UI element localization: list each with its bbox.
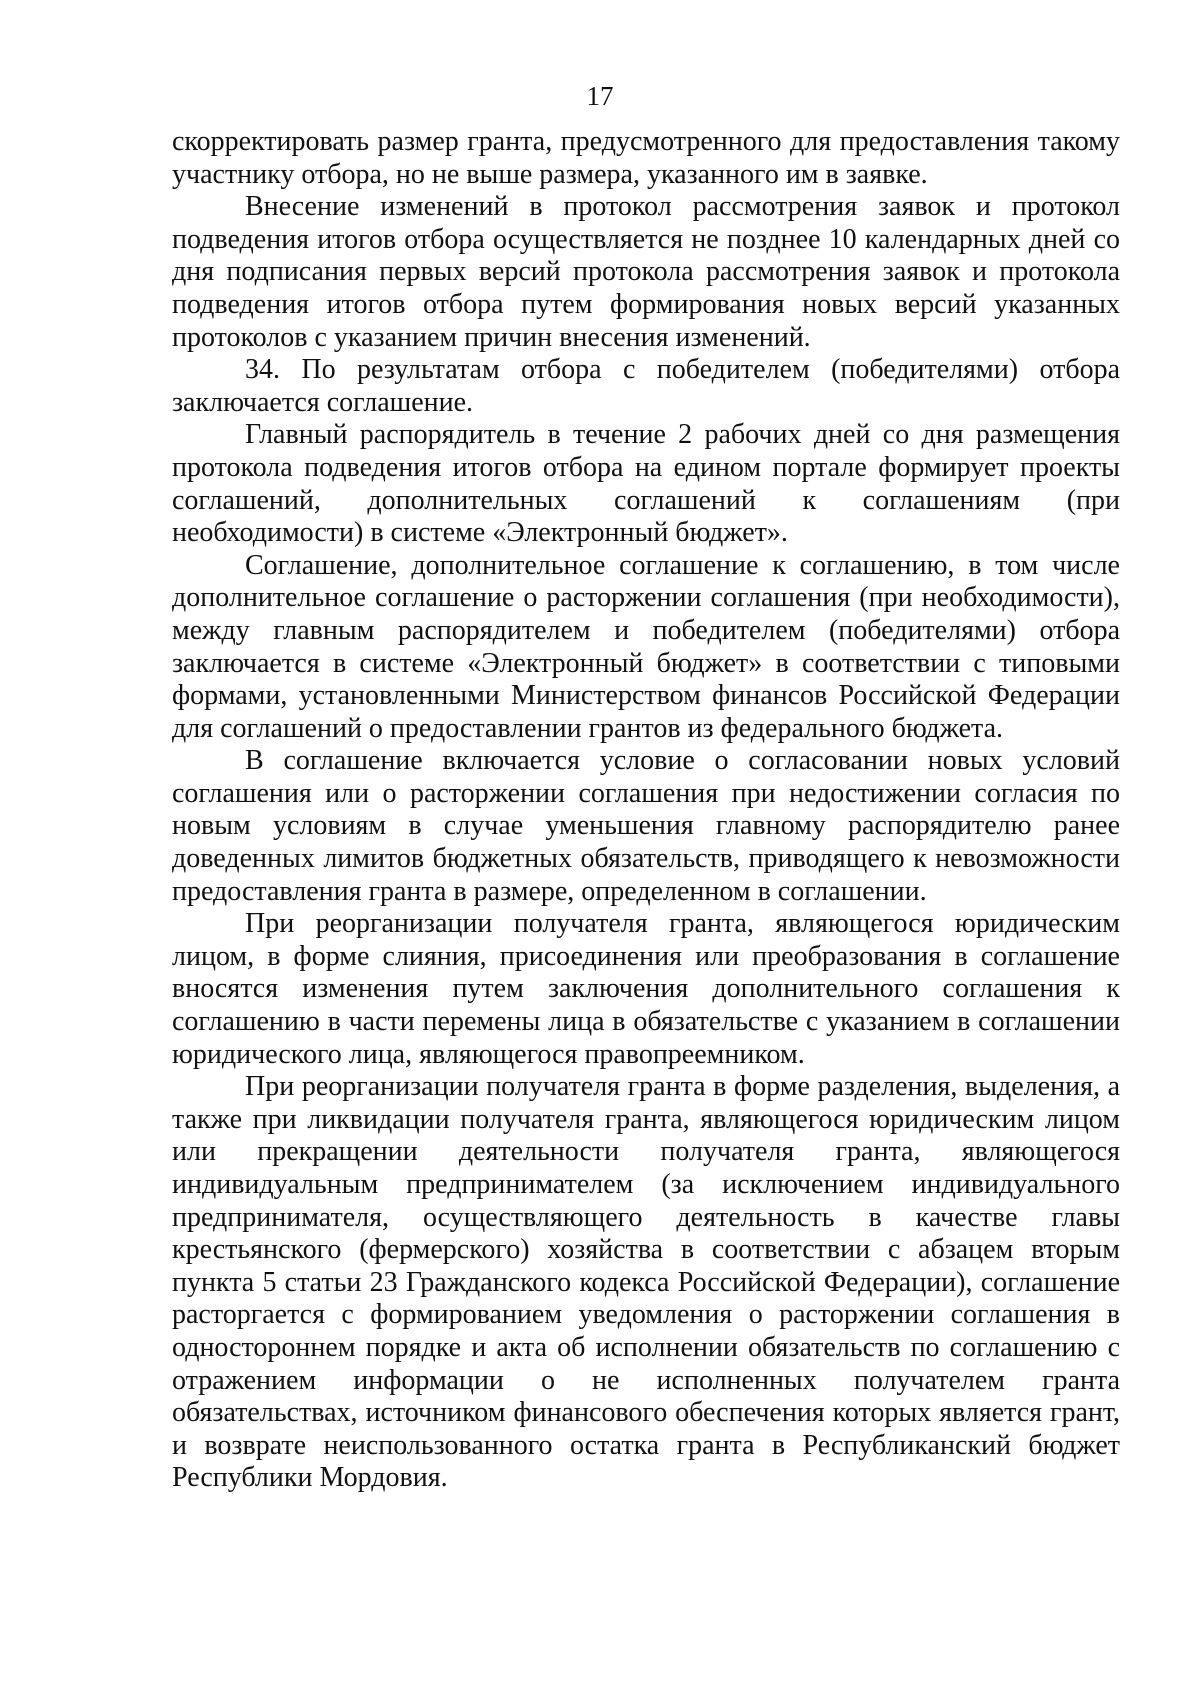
paragraph-6: В соглашение включается условие о согласовании новых условий соглашения или о расторжении соглашения при недостижении согласия по новым условиям в случае уменьшения главному распорядителю ранее доведенных лимитов бюджетных обязательств, приводящего к невозможности предоставления гранта в размере, определенном в соглашении. <box>172 745 1120 907</box>
page-number: 17 <box>586 81 614 111</box>
paragraph-5: Соглашение, дополнительное соглашение к соглашению, в том числе дополнительное соглашение о расторжении соглашения (при необходимости), между главным распорядителем и победителем (победителями) отбора заключается в системе «Электронный бюджет» в соответствии с типовыми формами, установленными Министерством финансов Российской Федерации для соглашений о предоставлении грантов из федерального бюджета. <box>172 549 1120 744</box>
paragraph-1: скорректировать размер гранта, предусмотренного для предоставления такому участнику отбора, но не выше размера, указанного им в заявке. <box>172 126 1120 190</box>
paragraph-7: При реорганизации получателя гранта, являющегося юридическим лицом, в форме слияния, присоединения или преобразования в соглашение вносятся изменения путем заключения дополнительного соглашения к соглашению в части перемены лица в обязательстве с указанием в соглашении юридического лица, являющегося правопреемником. <box>172 908 1120 1070</box>
body-text <box>172 126 1120 1495</box>
paragraph-3: 34. По результатам отбора с победителем (победителями) отбора заключается соглашение. <box>172 354 1120 418</box>
paragraph-2: Внесение изменений в протокол рассмотрения заявок и протокол подведения итогов отбора осуществляется не позднее 10 календарных дней со дня подписания первых версий протокола рассмотрения заявок и протокола подведения итогов отбора путем формирования новых версий указанных протоколов с указанием причин внесения изменений. <box>172 191 1120 353</box>
paragraph-8: При реорганизации получателя гранта в форме разделения, выделения, а также при ликвидации получателя гранта, являющегося юридическим лицом или прекращении деятельности получателя гранта, являющегося индивидуальным предпринимателем (за исключением индивидуального предпринимателя, осуществляющего деятельность в качестве главы крестьянского (фермерского) хозяйства в соответствии с абзацем вторым пункта 5 статьи 23 Гражданского кодекса Российской Федерации), соглашение расторгается с формированием уведомления о расторжении соглашения в одностороннем порядке и акта об исполнении обязательств по соглашению с отражением информации о не исполненных получателем гранта обязательствах, источником финансового обеспечения которых является грант, и возврате неиспользованного остатка гранта в Республиканский бюджет Республики Мордовия. <box>172 1071 1120 1494</box>
paragraph-4: Главный распорядитель в течение 2 рабочих дней со дня размещения протокола подведения итогов отбора на едином портале формирует проекты соглашений, дополнительных соглашений к соглашениям (при необходимости) в системе «Электронный бюджет». <box>172 419 1120 549</box>
